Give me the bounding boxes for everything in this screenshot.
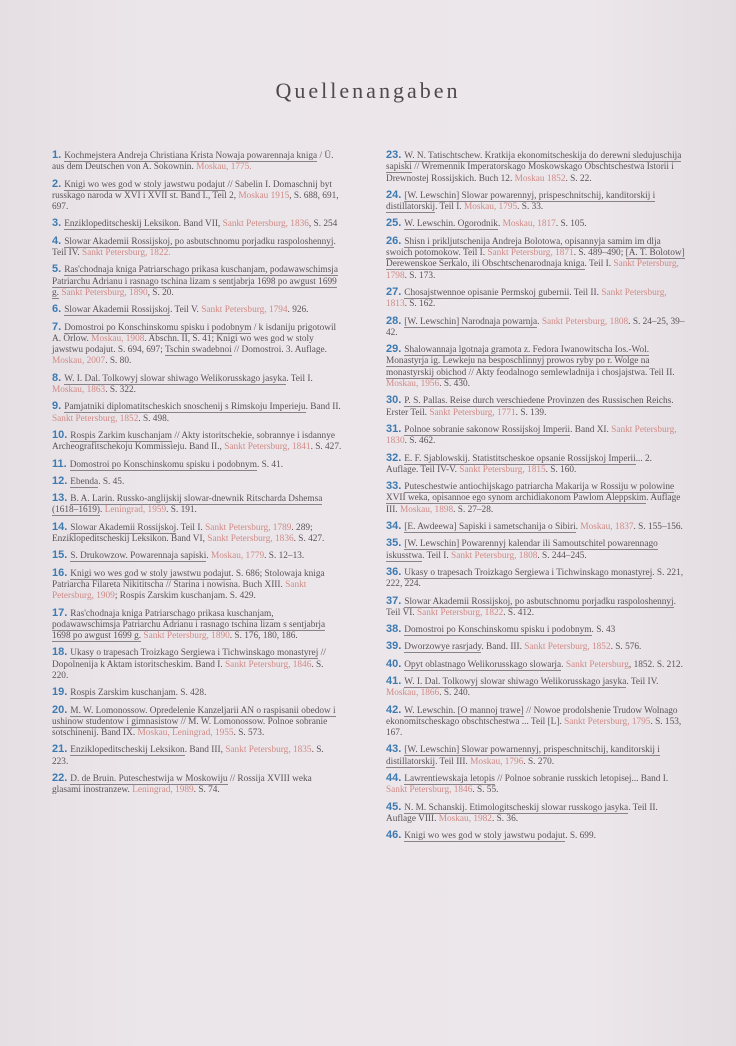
reference-text: .	[206, 551, 211, 562]
reference-text: . S. 244–245.	[537, 550, 587, 561]
source-title: Knigi wo wes god w stoly jawstwu podajut	[404, 831, 566, 842]
source-title: W. I. Dal. Tolkowyj slowar shiwago Welikorusskago jasyka	[64, 373, 287, 384]
reference-entry	[386, 150, 686, 185]
reference-text: , S. 254	[308, 219, 338, 230]
reference-number: 46.	[386, 829, 402, 842]
reference-entry	[386, 344, 686, 390]
reference-entry	[386, 287, 686, 311]
reference-number: 19.	[52, 686, 68, 699]
publication-place: Sankt Petersburg, 1841	[224, 442, 311, 453]
reference-entry	[52, 150, 342, 174]
reference-text: . S. 162.	[404, 299, 436, 310]
reference-text: . S. 176, 180, 186.	[229, 631, 298, 642]
reference-entry	[386, 538, 686, 562]
reference-number: 42.	[386, 703, 402, 716]
reference-text: . S. 573.	[233, 728, 265, 739]
reference-text: . Teil IV.	[626, 676, 659, 687]
reference-text: . Teil I.	[176, 522, 206, 533]
publication-place: Sankt Petersburg, 1909	[52, 579, 307, 602]
publication-place: Sankt Petersburg	[565, 659, 629, 670]
source-title: Lawrentiewskaja letopis	[404, 774, 495, 785]
reference-number: 2.	[52, 177, 62, 190]
reference-number: 30.	[386, 394, 402, 407]
reference-number: 25.	[386, 217, 402, 230]
source-title: Rospis Zarskim kuschanjam	[70, 688, 176, 699]
reference-text: . S. 430.	[439, 379, 470, 390]
source-title: Slowar Akademii Rossijskoj, po asbutschnomu porjadku raspoloshennyj	[404, 596, 674, 607]
reference-text: . Teil I.	[584, 259, 614, 270]
reference-text: . Teil II.	[569, 287, 602, 298]
publication-place: Sankt Petersburg, 1846	[225, 659, 312, 670]
reference-text: // Dopolnenija k Aktam istoritscheskim. Band I.	[52, 648, 326, 670]
publication-place: Sankt Petersburg, 1830	[386, 424, 677, 447]
reference-entry	[52, 773, 342, 797]
publication-place: Sankt Petersburg, 1808	[541, 316, 629, 327]
source-title: Domostroi po Konschinskomu spisku i podobnym	[404, 625, 592, 636]
publication-place: Moskau, 1982	[438, 813, 492, 824]
reference-text: . S. 105.	[555, 219, 587, 230]
reference-number: 28.	[386, 314, 402, 327]
reference-number: 41.	[386, 674, 402, 687]
references-column-left	[52, 150, 342, 802]
source-title: Dworzowye rasrjady	[404, 642, 482, 653]
reference-entry	[52, 647, 342, 682]
reference-text: , S. 20.	[147, 287, 174, 298]
reference-number: 17.	[52, 606, 68, 619]
publication-place: Sankt Petersburg, 1789	[205, 522, 292, 533]
reference-entry	[52, 179, 342, 214]
publication-place: Sankt Petersburg, 1890	[61, 287, 148, 298]
source-title: [W. Lewschin] Slowar powarennyj, prispeschnitschij, kanditorskij i distillatorskij	[386, 190, 656, 213]
source-title: Enziklopeditscheskij Leksikon	[70, 745, 185, 756]
reference-text: . S. 221, 222, 224.	[386, 567, 684, 590]
source-title: E. F. Sjablowskij. Statistitscheskoe opsanie Rossijskoj Imperii	[404, 453, 636, 464]
reference-text: . S. 139.	[515, 407, 547, 418]
publication-place: Sankt Petersburg, 1794	[201, 305, 288, 316]
reference-text: . S. 576.	[610, 642, 642, 653]
reference-number: 40.	[386, 657, 402, 670]
reference-entry	[386, 395, 686, 419]
publication-place: Sankt Petersburg, 1771	[429, 407, 516, 418]
reference-text: . Teil IV.	[52, 236, 336, 259]
reference-number: 11.	[52, 457, 67, 470]
reference-text: // M. W. Lomonossow. Polnoe sobranie sotschinenij. Band IX.	[52, 716, 328, 739]
publication-place: Moskau, 1775.	[196, 162, 252, 173]
source-title: Pamjatniki diplomatitscheskich snoschenij s Rimskoju Imperieju	[64, 402, 306, 413]
source-title: Domostroi po Konschinskomu spisku i podobnym	[69, 459, 257, 470]
reference-text: // Sabelin I. Domaschnij byt russkago naroda w XVI i XVII st. Band I., Teil 2,	[52, 179, 332, 201]
source-title: Opyt oblastnago Welikorusskago slowarja	[404, 659, 562, 670]
publication-place: Sankt Petersburg, 1852	[524, 642, 611, 653]
reference-text: . Teil II. Auflage VIII.	[386, 802, 658, 824]
reference-entry	[386, 744, 686, 768]
reference-text: .	[575, 522, 581, 533]
publication-place: Moskau, 1796	[470, 756, 524, 767]
publication-place: Sankt Petersburg, 1822	[416, 607, 504, 618]
publication-place: Moskau, 1866	[386, 688, 440, 699]
source-title: Domostroi po Konschinskomu spisku i podobnym	[64, 322, 252, 333]
source-title: Rospis Zarkim kuschanjam	[70, 430, 173, 441]
reference-number: 12.	[52, 474, 68, 487]
source-title: [W. Lewschin] Narodnaja powarnja	[404, 316, 538, 327]
reference-text: . Abschn. II, S. 41; Knigi wo wes god w stoly jawstwu podajut. S. 694, 697;	[52, 333, 314, 356]
reference-text: . S. 173.	[404, 270, 436, 281]
source-title: Slowar Akademii Rossijskoj	[70, 522, 177, 533]
source-title: Ebenda	[70, 476, 99, 487]
reference-entry	[386, 773, 686, 797]
source-title: [A. T. Bolotow] Derewenskoe Serkalo, ili Obschtschenarodnaja kniga	[386, 248, 685, 270]
source-title: Shalowannaja lgotnaja gramota z. Fedora Iwanowitscha Ios.-Wol. Monastyrja ig. Lewkeju na besposchlinnyj prowos ryby po r. Wolge na monastyrskij obichod	[386, 345, 650, 378]
publication-place: Sankt Petersburg, 1795	[564, 716, 651, 727]
reference-number: 43.	[386, 743, 402, 756]
publication-place: Sankt Petersburg, 1871	[487, 248, 574, 259]
publication-place: Leningrad, 1989	[132, 785, 194, 796]
reference-text: . S. 686; Stolowaja kniga Patriarcha Filareta Nikititscha // Starina i nowisna. Buch XIII.	[52, 568, 325, 590]
publication-place: Moskau, Leningrad, 1955	[137, 728, 234, 739]
source-title: [W. Lewschin] Slowar powarnennyj, prispeschnitschij, kanditorskij i distillatorskij	[386, 745, 660, 767]
publication-place: Moskau, 1779	[210, 551, 265, 562]
reference-number: 7.	[52, 320, 62, 333]
reference-entry	[386, 424, 686, 448]
source-title: S. Drukowzow. Powarennaja sapiski	[70, 551, 207, 562]
reference-text: . S. 45.	[98, 476, 125, 487]
reference-text: . S. 462.	[404, 436, 436, 447]
source-title: N. M. Schanskij. Etimologitscheskij slowar russkogo jasyka	[404, 802, 629, 813]
reference-number: 20.	[52, 703, 68, 716]
reference-text: . S. 41.	[256, 459, 284, 470]
reference-number: 32.	[386, 451, 402, 464]
reference-text: // Rossija XVIII weka glasami inostranzew.	[52, 774, 312, 796]
source-title: Slowar Akademii Rossijskoj, po asbutschnomu porjadku raspoloshennyj	[64, 236, 334, 247]
reference-text: . S. 322.	[105, 385, 136, 396]
publication-place: Moskau, 2007	[52, 356, 106, 367]
reference-entry	[386, 236, 686, 282]
reference-text: . S. 55.	[472, 785, 499, 796]
reference-text: / Ü. aus dem Deutschen von A. Sokownin.	[52, 151, 334, 173]
publication-place: Leningrad, 1959	[104, 505, 167, 516]
reference-text: . Teil I.	[435, 202, 464, 213]
reference-entry	[386, 596, 686, 620]
publication-place: Moskau, 1898	[399, 504, 454, 515]
reference-text: // Domostroi. 3. Auflage.	[231, 345, 327, 356]
reference-text: . S. 74.	[193, 785, 220, 796]
reference-number: 10.	[52, 428, 68, 441]
reference-entry	[52, 264, 342, 299]
reference-text: // Akty feodalnogo semlewladnija i chosjajstwa. Teil II.	[466, 367, 675, 378]
reference-text: .	[497, 219, 503, 230]
reference-text: . S. 428.	[175, 688, 207, 699]
reference-text: // Polnoe sobranie russkich letopisej... Band I.	[494, 774, 669, 785]
reference-number: 21.	[52, 743, 68, 756]
publication-place: Sankt Petersburg, 1852	[52, 413, 139, 424]
reference-entry	[52, 493, 342, 517]
reference-text: . S. 191.	[166, 505, 197, 516]
publication-place: Moskau, 1817	[502, 219, 556, 230]
reference-number: 39.	[386, 640, 402, 653]
source-title: Chosajstwennoe opisanie Permskoj gubernii	[404, 287, 570, 298]
reference-text: . S. 220.	[52, 659, 324, 681]
reference-entry	[386, 659, 686, 671]
reference-text: . S. 43	[591, 625, 616, 636]
reference-text: . S. 36.	[491, 813, 519, 824]
reference-text: . S. 427.	[310, 442, 342, 453]
reference-text: , 1852. S. 212.	[628, 659, 683, 670]
reference-number: 29.	[386, 343, 402, 356]
reference-text: . Teil III.	[435, 756, 471, 767]
reference-entry	[52, 744, 342, 768]
reference-entry	[52, 218, 342, 230]
reference-number: 34.	[386, 520, 402, 533]
source-title: Tschin swadebnoi	[164, 345, 232, 356]
reference-entry	[52, 236, 342, 260]
reference-text: . Band VII,	[178, 219, 223, 230]
reference-text: . S. 33.	[517, 202, 544, 213]
reference-number: 35.	[386, 537, 402, 550]
publication-place: Moskau, 1908	[91, 333, 145, 344]
reference-text: .	[100, 505, 105, 516]
reference-number: 33.	[386, 480, 402, 493]
reference-text: . Teil I.	[422, 550, 452, 561]
reference-text: . S. 427.	[293, 534, 325, 545]
publication-place: Moskau, 1795	[463, 202, 518, 213]
reference-text: / k isdaniju prigotowil A. Orlow.	[52, 322, 337, 344]
reference-text: . S. 270.	[523, 756, 555, 767]
reference-text: . Teil V.	[170, 305, 202, 316]
reference-entry	[386, 802, 686, 826]
reference-entry	[386, 830, 686, 842]
reference-number: 23.	[386, 149, 402, 161]
reference-number: 24.	[386, 188, 402, 201]
source-title: [E. Awdeewa] Sapiski i sametschanija o Sibiri	[404, 522, 576, 533]
reference-entry	[386, 705, 686, 740]
reference-number: 1.	[52, 149, 62, 161]
reference-number: 44.	[386, 772, 402, 785]
source-title: Ukasy o trapesach Troizkago Sergiewa i Tichwinskago monastyrej	[404, 567, 653, 578]
source-title: Puteschestwie antiochijskago patriarcha Makarija w Rossiju w polowine XVII weka, opisannoe ego synom archidiakonom Pawlom Aleppskim	[386, 482, 675, 504]
publication-place: Sankt Petersburg, 1822.	[81, 248, 171, 259]
reference-number: 27.	[386, 285, 402, 298]
publication-place: Moskau, 1956	[386, 379, 440, 390]
reference-text: . S. 240.	[439, 688, 470, 699]
reference-entry	[52, 608, 342, 643]
reference-text: . S. 160.	[545, 464, 577, 475]
reference-number: 16.	[52, 566, 68, 579]
reference-text: . 926.	[287, 305, 309, 316]
reference-text: . S. 24–25, 39–42.	[386, 316, 685, 338]
reference-text: . Erster Teil.	[386, 396, 674, 418]
source-title: W. N. Tatischtschew. Kratkija ekonomitscheskija do derewni sledujuschija sapiski	[386, 151, 682, 173]
reference-text: . 289; Enziklopeditscheskij Leksikon. Band VI,	[52, 522, 313, 545]
reference-entry	[52, 705, 342, 740]
source-title: D. de Bruin. Puteschestwija w Moskowiju	[70, 774, 228, 785]
source-title: [W. Lewschin] Powarennyj kalendar ili Samoutschitel powarennago iskusstwa	[386, 539, 658, 561]
reference-entry	[52, 568, 342, 603]
reference-text: . S. 223.	[52, 745, 324, 767]
reference-entry	[52, 373, 342, 397]
reference-entry	[386, 624, 686, 636]
reference-number: 36.	[386, 565, 402, 578]
reference-number: 14.	[52, 520, 68, 533]
publication-place: Sankt Petersburg, 1836	[207, 534, 294, 545]
reference-entry	[386, 521, 686, 533]
reference-text: . Teil VI.	[386, 596, 676, 618]
publication-place: Sankt Petersburg, 1808	[451, 550, 538, 561]
source-title: Ras'chodnaja kniga Patriarschago prikasa kuschanjam, podawawschimsja Patriarchu Adrianu i rasnago tschina lizam s sentjabrja 1698 po awgust 1699 g.	[52, 265, 338, 298]
publication-place: Sankt Petersburg, 1835	[225, 745, 312, 756]
reference-text: // Nowoe prodolshenie Trudow Wolnago ekonomitscheskago obschtschestwa ... Teil [L].	[386, 705, 678, 727]
reference-text: . Band III,	[184, 745, 226, 756]
publication-place: Moskau, 1863	[52, 385, 106, 396]
reference-entry	[386, 676, 686, 700]
reference-text: . S. 155–156.	[633, 522, 683, 533]
source-title: P. S. Pallas. Reise durch verschiedene Provinzen des Russischen Reichs	[404, 396, 672, 407]
source-title: Slowar Akademii Rossijskoj	[64, 305, 171, 316]
reference-number: 26.	[386, 234, 402, 247]
reference-entry	[52, 687, 342, 699]
reference-number: 4.	[52, 234, 62, 247]
reference-text: . S. 12–13.	[264, 551, 305, 562]
reference-number: 5.	[52, 263, 62, 276]
reference-text: . S. 153, 167.	[386, 716, 682, 739]
reference-number: 3.	[52, 217, 62, 230]
reference-text: . S. 498.	[138, 413, 170, 424]
source-title: W. Lewschin. [O mannoj trawe]	[404, 705, 524, 716]
reference-text: . S. 412.	[503, 607, 535, 618]
reference-number: 31.	[386, 422, 402, 435]
reference-number: 18.	[52, 646, 68, 659]
reference-text: . S. 489–490;	[573, 248, 626, 259]
publication-place: Sankt Petersburg, 1813	[386, 287, 667, 310]
reference-number: 15.	[52, 549, 68, 562]
reference-number: 37.	[386, 594, 402, 607]
source-title: M. W. Lomonossow. Opredelenie Kanzeljarii AN o raspisanii obedow i ushinow studentow i gimnasistow	[52, 705, 336, 727]
reference-number: 6.	[52, 303, 62, 316]
reference-entry	[386, 481, 686, 516]
source-title: Ras'chodnaja kniga Patriarschago prikasa kuschanjam, podawawschimsja Patriarchu Adrianu i rasnago tschina lizam s sentjabrja 1698 po awgust 1699 g.	[52, 608, 326, 642]
reference-entry	[386, 218, 686, 230]
source-title: W. Lewschin. Ogorodnik	[404, 219, 498, 230]
reference-text: ; Rospis Zarskim kuschanjam. S. 429.	[114, 591, 256, 602]
reference-entry	[52, 322, 342, 368]
source-title: W. I. Dal. Tolkowyj slowar shiwago Welikorusskago jasyka	[404, 676, 627, 687]
source-title: Knigi wo wes god w stoly jawstwu podajut	[64, 179, 226, 190]
source-title: Enziklopeditscheskij Leksikon	[64, 219, 179, 230]
reference-text: , S. 688, 691, 697.	[52, 190, 339, 213]
reference-number: 38.	[386, 623, 402, 636]
page-title: Quellenangaben	[275, 78, 461, 103]
publication-place: Sankt Petersburg, 1798	[386, 259, 679, 281]
source-title: Ukasy o trapesach Troizkago Sergiewa i Tichwinskago monastyrej	[70, 648, 319, 659]
reference-entry	[52, 550, 342, 562]
reference-entry	[386, 641, 686, 653]
reference-text: .	[561, 659, 566, 670]
reference-entry	[52, 401, 342, 425]
source-title: Kochmejstera Andreja Christiana Krista Nowaja powarennaja kniga	[64, 151, 318, 161]
reference-entry	[386, 190, 686, 214]
reference-text: . S. 80.	[105, 356, 132, 367]
source-title: Knigi wo wes god w stoly jawstwu podajut	[70, 568, 232, 579]
reference-text: . Band. III.	[481, 642, 525, 653]
publication-place: Sankt Petersburg, 1815	[459, 464, 546, 475]
reference-text: // Akty istoritschekie, sobrannye i isdannye Archeografitschekoju Kommissieju. Band II.,	[52, 430, 335, 453]
publication-place: Moskau 1852	[514, 173, 566, 184]
reference-entry	[52, 459, 342, 471]
reference-number: 9.	[52, 400, 62, 413]
source-title: Shisn i prikljutschenija Andreja Bolotowa, opisannyja samim im dlja swoich potomokow	[386, 236, 661, 259]
reference-entry	[386, 316, 686, 340]
reference-text: . S. 27–28.	[453, 504, 494, 515]
reference-text: . Teil I.	[286, 373, 313, 384]
reference-text: .	[537, 316, 542, 327]
reference-entry	[52, 304, 342, 316]
reference-entry	[386, 453, 686, 477]
publication-place: Sankt Petersburg, 1846	[386, 785, 473, 796]
reference-text: . S. 699.	[565, 831, 596, 842]
reference-text: ... 2. Auflage. Teil IV-V.	[386, 453, 652, 475]
reference-text: . Band XI.	[570, 424, 612, 435]
publication-place: Moskau, 1837	[580, 522, 634, 533]
source-title: B. A. Larin. Russko-anglijskij slowar-dnewnik Ritscharda Dshemsa (1618–1619)	[52, 494, 323, 516]
reference-text: . Teil I.	[458, 248, 488, 259]
publication-place: Moskau 1915	[238, 190, 290, 201]
reference-number: 45.	[386, 800, 402, 813]
reference-text: . Auflage III.	[386, 493, 681, 515]
reference-number: 13.	[52, 492, 68, 505]
reference-entry	[386, 567, 686, 591]
references-column-right	[386, 150, 686, 848]
source-title: Polnoe sobranie sakonow Rossijskoj Imperii	[404, 424, 571, 435]
publication-place: Sankt Petersburg, 1836	[222, 219, 309, 230]
reference-number: 8.	[52, 371, 62, 384]
reference-text: // Wremennik Imperatorskago Moskowskago Obschtschestwa Istorii i Drewnostej Rossijskich. Buch 12.	[386, 162, 674, 184]
publication-place: Sankt Petersburg, 1890	[143, 631, 230, 642]
reference-entry	[52, 430, 342, 454]
reference-number: 22.	[52, 772, 68, 785]
reference-entry	[52, 476, 342, 488]
reference-entry	[52, 522, 342, 546]
reference-text: . S. 22.	[565, 173, 592, 184]
reference-text: . Band II.	[305, 402, 341, 413]
